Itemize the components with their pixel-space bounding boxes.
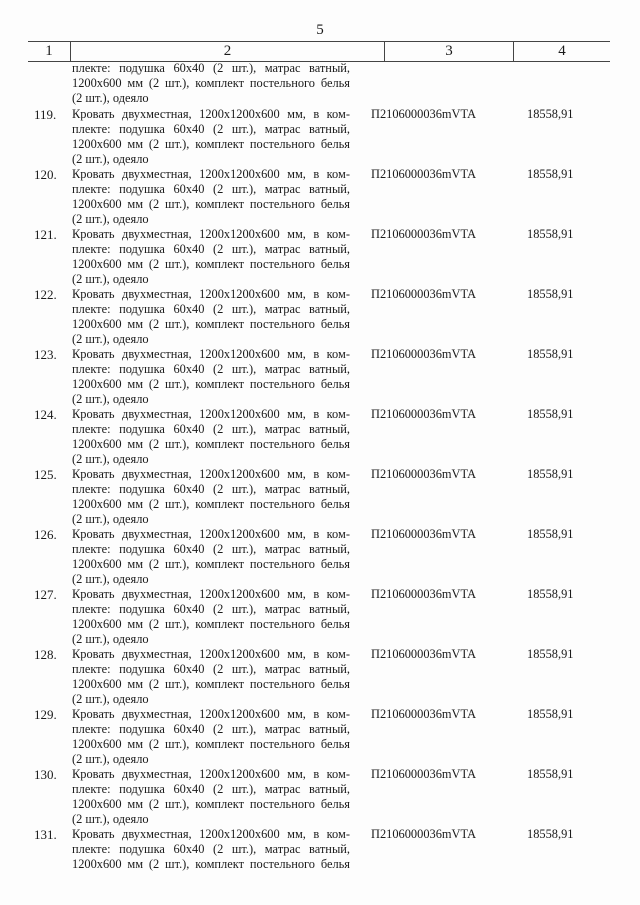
- description-line: плекте: подушка 60х40 (2 шт.), матрас ватный,: [72, 242, 350, 256]
- item-code: П2106000036mVTA: [371, 107, 477, 121]
- description-line: плекте: подушка 60х40 (2 шт.), матрас ватный,: [72, 302, 350, 316]
- description-line: плекте: подушка 60х40 (2 шт.), матрас ватный,: [72, 182, 350, 196]
- column-header-4: 4: [513, 42, 610, 61]
- description-line: 1200х600 мм (2 шт.), комплект постельного белья: [72, 617, 350, 631]
- item-description: [72, 107, 350, 167]
- description-line: Кровать двухместная, 1200х1200х600 мм, в ком-: [72, 167, 350, 181]
- item-number: 123.: [34, 347, 57, 362]
- description-line: Кровать двухместная, 1200х1200х600 мм, в ком-: [72, 347, 350, 361]
- description-line: плекте: подушка 60х40 (2 шт.), матрас ватный,: [72, 782, 350, 796]
- column-header-3: 3: [384, 42, 513, 61]
- description-line: (2 шт.), одеяло: [72, 332, 149, 346]
- item-number: 129.: [34, 707, 57, 722]
- description-line: Кровать двухместная, 1200х1200х600 мм, в ком-: [72, 107, 350, 121]
- item-description: [72, 527, 350, 587]
- description-line: (2 шт.), одеяло: [72, 512, 149, 526]
- description-line: Кровать двухместная, 1200х1200х600 мм, в ком-: [72, 467, 350, 481]
- description-line: 1200х600 мм (2 шт.), комплект постельного белья: [72, 557, 350, 571]
- description-line: (2 шт.), одеяло: [72, 212, 149, 226]
- table-row: [0, 407, 640, 467]
- item-number: 125.: [34, 467, 57, 482]
- item-number: 120.: [34, 167, 57, 182]
- item-number: 128.: [34, 647, 57, 662]
- item-description: [72, 587, 350, 647]
- item-code: П2106000036mVTA: [371, 347, 477, 361]
- description-line: (2 шт.), одеяло: [72, 752, 149, 766]
- description-line: плекте: подушка 60х40 (2 шт.), матрас ватный,: [72, 61, 350, 75]
- item-description: [72, 647, 350, 707]
- item-description: [72, 467, 350, 527]
- description-line: (2 шт.), одеяло: [72, 152, 149, 166]
- item-description: [72, 167, 350, 227]
- item-description: [72, 407, 350, 467]
- item-description: [72, 767, 350, 827]
- item-code: П2106000036mVTA: [371, 707, 477, 721]
- description-line: плекте: подушка 60х40 (2 шт.), матрас ватный,: [72, 662, 350, 676]
- item-code: П2106000036mVTA: [371, 827, 477, 841]
- description-line: плекте: подушка 60х40 (2 шт.), матрас ватный,: [72, 722, 350, 736]
- description-line: (2 шт.), одеяло: [72, 272, 149, 286]
- column-header-2: 2: [70, 42, 384, 61]
- table-row-continuation: [0, 61, 640, 107]
- description-line: плекте: подушка 60х40 (2 шт.), матрас ватный,: [72, 122, 350, 136]
- item-code: П2106000036mVTA: [371, 407, 477, 421]
- table-row: [0, 167, 640, 227]
- description-line: (2 шт.), одеяло: [72, 452, 149, 466]
- item-number: 124.: [34, 407, 57, 422]
- item-price: 18558,91: [527, 707, 574, 721]
- item-description: [72, 827, 350, 872]
- item-price: 18558,91: [527, 467, 574, 481]
- item-price: 18558,91: [527, 287, 574, 301]
- item-number: 126.: [34, 527, 57, 542]
- table-row: [0, 467, 640, 527]
- description-line: 1200х600 мм (2 шт.), комплект постельного белья: [72, 797, 350, 811]
- table-row: [0, 767, 640, 827]
- description-line: 1200х600 мм (2 шт.), комплект постельного белья: [72, 677, 350, 691]
- table-row: [0, 287, 640, 347]
- description-line: 1200х600 мм (2 шт.), комплект постельного белья: [72, 437, 350, 451]
- item-description: [72, 227, 350, 287]
- table-row: [0, 527, 640, 587]
- description-line: плекте: подушка 60х40 (2 шт.), матрас ватный,: [72, 542, 350, 556]
- description-line: плекте: подушка 60х40 (2 шт.), матрас ватный,: [72, 482, 350, 496]
- description-line: 1200х600 мм (2 шт.), комплект постельного белья: [72, 197, 350, 211]
- description-line: 1200х600 мм (2 шт.), комплект постельного белья: [72, 857, 350, 871]
- item-number: 121.: [34, 227, 57, 242]
- item-code: П2106000036mVTA: [371, 167, 477, 181]
- description-line: Кровать двухместная, 1200х1200х600 мм, в ком-: [72, 527, 350, 541]
- item-description: [72, 707, 350, 767]
- item-price: 18558,91: [527, 167, 574, 181]
- description-line: (2 шт.), одеяло: [72, 91, 149, 105]
- table-row: [0, 347, 640, 407]
- description-line: 1200х600 мм (2 шт.), комплект постельного белья: [72, 257, 350, 271]
- item-code: П2106000036mVTA: [371, 467, 477, 481]
- description-line: плекте: подушка 60х40 (2 шт.), матрас ватный,: [72, 422, 350, 436]
- table-row: [0, 107, 640, 167]
- item-price: 18558,91: [527, 107, 574, 121]
- column-header-1: 1: [45, 43, 53, 59]
- item-price: 18558,91: [527, 827, 574, 841]
- item-price: 18558,91: [527, 767, 574, 781]
- item-code: П2106000036mVTA: [371, 227, 477, 241]
- item-number: 127.: [34, 587, 57, 602]
- item-price: 18558,91: [527, 227, 574, 241]
- table-row: [0, 587, 640, 647]
- table-row: [0, 827, 640, 873]
- description-line: 1200х600 мм (2 шт.), комплект постельного белья: [72, 317, 350, 331]
- description-line: 1200х600 мм (2 шт.), комплект постельного белья: [72, 76, 350, 90]
- item-description: [72, 61, 350, 106]
- item-number: 122.: [34, 287, 57, 302]
- item-description: [72, 287, 350, 347]
- description-line: Кровать двухместная, 1200х1200х600 мм, в ком-: [72, 767, 350, 781]
- description-line: (2 шт.), одеяло: [72, 632, 149, 646]
- table-row: [0, 647, 640, 707]
- description-line: (2 шт.), одеяло: [72, 812, 149, 826]
- item-price: 18558,91: [527, 527, 574, 541]
- table-row: [0, 707, 640, 767]
- description-line: (2 шт.), одеяло: [72, 572, 149, 586]
- description-line: Кровать двухместная, 1200х1200х600 мм, в ком-: [72, 227, 350, 241]
- description-line: плекте: подушка 60х40 (2 шт.), матрас ватный,: [72, 842, 350, 856]
- description-line: Кровать двухместная, 1200х1200х600 мм, в ком-: [72, 647, 350, 661]
- description-line: Кровать двухместная, 1200х1200х600 мм, в ком-: [72, 707, 350, 721]
- description-line: (2 шт.), одеяло: [72, 392, 149, 406]
- table-row: [0, 227, 640, 287]
- item-code: П2106000036mVTA: [371, 587, 477, 601]
- description-line: плекте: подушка 60х40 (2 шт.), матрас ватный,: [72, 362, 350, 376]
- item-price: 18558,91: [527, 347, 574, 361]
- item-price: 18558,91: [527, 587, 574, 601]
- description-line: 1200х600 мм (2 шт.), комплект постельного белья: [72, 737, 350, 751]
- description-line: 1200х600 мм (2 шт.), комплект постельного белья: [72, 137, 350, 151]
- description-line: 1200х600 мм (2 шт.), комплект постельного белья: [72, 377, 350, 391]
- item-price: 18558,91: [527, 407, 574, 421]
- description-line: Кровать двухместная, 1200х1200х600 мм, в ком-: [72, 287, 350, 301]
- item-price: 18558,91: [527, 647, 574, 661]
- description-line: плекте: подушка 60х40 (2 шт.), матрас ватный,: [72, 602, 350, 616]
- item-code: П2106000036mVTA: [371, 527, 477, 541]
- item-code: П2106000036mVTA: [371, 287, 477, 301]
- description-line: (2 шт.), одеяло: [72, 692, 149, 706]
- description-line: Кровать двухместная, 1200х1200х600 мм, в ком-: [72, 407, 350, 421]
- description-line: 1200х600 мм (2 шт.), комплект постельного белья: [72, 497, 350, 511]
- description-line: Кровать двухместная, 1200х1200х600 мм, в ком-: [72, 827, 350, 841]
- item-number: 130.: [34, 767, 57, 782]
- table-body: [0, 61, 640, 873]
- item-number: 131.: [34, 827, 57, 842]
- table-header: [28, 41, 610, 62]
- item-number: 119.: [34, 107, 57, 122]
- item-code: П2106000036mVTA: [371, 767, 477, 781]
- item-description: [72, 347, 350, 407]
- page-number: 5: [316, 22, 324, 38]
- item-code: П2106000036mVTA: [371, 647, 477, 661]
- description-line: Кровать двухместная, 1200х1200х600 мм, в ком-: [72, 587, 350, 601]
